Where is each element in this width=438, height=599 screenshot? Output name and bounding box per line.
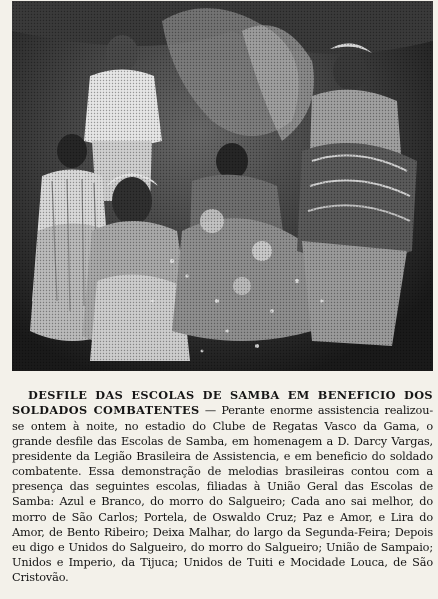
photo-caption <box>12 388 433 585</box>
caption-body: — Perante enorme assistencia realizou-se ontem à noite, no estadio do Clube de Regatas Vasco da Gama, o grande desfile das Escolas de Samba, em homenagem a D. Darcy Vargas, presidente da Legião Brasileira de Assistencia, e em beneficio do soldado combatente. Essa demonstração de melodias brasileiras contou com a presença das seguintes escolas, filiadas à União Geral das Escolas de Samba: Azul e Branco, do morro do Salgueiro; Cada ano sai melhor, do morro de São Carlos; Portela, de Oswaldo Cruz; Paz e Amor, e Lira do Amor, de Bento Ribeiro; Deixa Malhar, do largo da Segunda-Feira; Depois eu digo e Unidos do Salgueiro, do morro do Salgueiro; União de Sampaio; Unidos e Imperio, da Tijuca; Unidos de Tuiti e Mocidade Louca, de São Cristovão. <box>12 404 434 585</box>
halftone-photograph <box>12 1 433 371</box>
photo-samba-dancers <box>12 1 433 371</box>
caption-headline: DESFILE DAS ESCOLAS DE SAMBA EM BENEFICIO DOS SOLDADOS COMBATENTES <box>12 388 433 418</box>
